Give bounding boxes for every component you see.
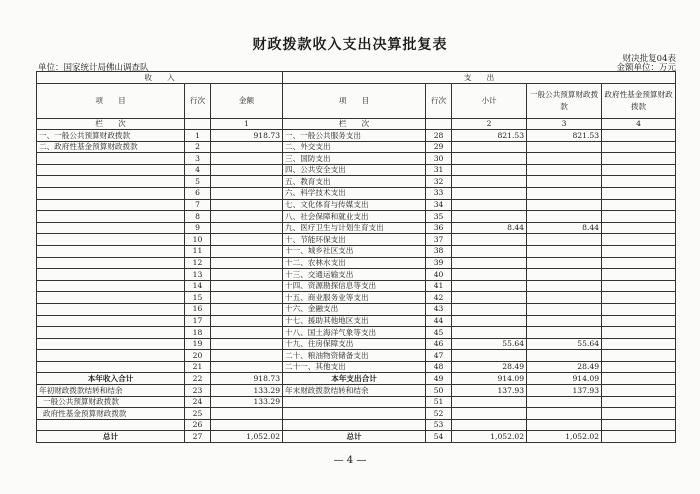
income-item-cell: 一、一般公共预算财政拨款 xyxy=(37,130,185,142)
expense-line-cell: 31 xyxy=(426,164,452,176)
general-budget-cell: 55.64 xyxy=(527,338,602,350)
income-amount-cell xyxy=(211,292,283,304)
column-index-3: 3 xyxy=(527,119,602,130)
income-amount-cell xyxy=(211,164,283,176)
subtotal-cell xyxy=(452,408,527,420)
income-line-cell: 10 xyxy=(185,234,211,246)
income-amount-cell xyxy=(211,257,283,269)
general-budget-cell xyxy=(527,245,602,257)
table-row xyxy=(37,396,676,408)
table-row xyxy=(37,130,676,142)
expense-line-cell: 43 xyxy=(426,303,452,315)
gov-fund-cell xyxy=(602,130,676,142)
income-amount-cell xyxy=(211,269,283,281)
income-item-cell xyxy=(37,361,185,373)
gov-fund-cell xyxy=(602,257,676,269)
table-row xyxy=(37,385,676,397)
income-item-cell xyxy=(37,187,185,199)
expense-item-cell: 四、公共安全支出 xyxy=(283,164,426,176)
table-row xyxy=(37,199,676,211)
subtotal-cell xyxy=(452,245,527,257)
gov-fund-cell xyxy=(602,176,676,188)
expense-item-cell: 二十、粮油物资储备支出 xyxy=(283,350,426,362)
expense-line-cell: 44 xyxy=(426,315,452,327)
income-item-cell xyxy=(37,211,185,223)
subtotal-cell xyxy=(452,234,527,246)
gov-fund-cell xyxy=(602,199,676,211)
income-line-cell: 24 xyxy=(185,396,211,408)
general-budget-cell xyxy=(527,234,602,246)
income-line-cell: 6 xyxy=(185,187,211,199)
general-budget-cell: 8.44 xyxy=(527,222,602,234)
income-amount-cell xyxy=(211,338,283,350)
expense-line-cell: 38 xyxy=(426,245,452,257)
unit-name: 单位：国家统计局佛山调查队 xyxy=(38,63,149,73)
income-line-cell: 12 xyxy=(185,257,211,269)
expense-line-cell: 45 xyxy=(426,327,452,339)
general-budget-cell xyxy=(527,280,602,292)
expense-header: 支 出 xyxy=(283,72,676,84)
income-amount-cell xyxy=(211,199,283,211)
gov-fund-cell xyxy=(602,164,676,176)
expense-line-header: 行次 xyxy=(426,84,452,119)
income-amount-cell xyxy=(211,303,283,315)
subtotal-cell: 914.09 xyxy=(452,373,527,385)
gov-fund-cell xyxy=(602,269,676,281)
income-amount-cell xyxy=(211,176,283,188)
income-item-cell xyxy=(37,164,185,176)
expense-line-cell: 51 xyxy=(426,396,452,408)
income-line-header: 行次 xyxy=(185,84,211,119)
general-budget-cell xyxy=(527,292,602,304)
gov-fund-cell xyxy=(602,303,676,315)
table-row xyxy=(37,338,676,350)
subtotal-cell xyxy=(452,292,527,304)
subtotal-header: 小计 xyxy=(452,84,527,119)
expense-line-cell: 50 xyxy=(426,385,452,397)
expense-line-cell: 40 xyxy=(426,269,452,281)
table-row xyxy=(37,280,676,292)
subtotal-cell xyxy=(452,327,527,339)
income-line-cell: 16 xyxy=(185,303,211,315)
expense-item-cell: 本年支出合计 xyxy=(283,373,426,385)
table-row xyxy=(37,257,676,269)
income-amount-cell: 1,052.02 xyxy=(211,431,283,443)
income-amount-header: 金额 xyxy=(211,84,283,119)
expense-item-cell xyxy=(283,419,426,431)
table-row xyxy=(37,292,676,304)
income-item-cell xyxy=(37,199,185,211)
income-item-cell: 年初财政拨款结转和结余 xyxy=(37,385,185,397)
general-budget-cell xyxy=(527,187,602,199)
expense-item-cell: 九、医疗卫生与计划生育支出 xyxy=(283,222,426,234)
gov-fund-cell xyxy=(602,141,676,153)
expense-item-cell: 十四、资源勘探信息等支出 xyxy=(283,280,426,292)
gov-fund-cell xyxy=(602,187,676,199)
expense-item-cell: 六、科学技术支出 xyxy=(283,187,426,199)
table-row xyxy=(37,361,676,373)
gov-fund-cell xyxy=(602,292,676,304)
subtotal-cell: 137.93 xyxy=(452,385,527,397)
table-row xyxy=(37,187,676,199)
table-row xyxy=(37,245,676,257)
gov-fund-cell xyxy=(602,234,676,246)
income-amount-cell xyxy=(211,245,283,257)
subtotal-cell xyxy=(452,199,527,211)
income-amount-cell xyxy=(211,280,283,292)
income-item-cell xyxy=(37,245,185,257)
page-title: 财政拨款收入支出决算批复表 xyxy=(252,37,448,53)
subtotal-cell xyxy=(452,269,527,281)
table-row xyxy=(37,176,676,188)
income-column-blank xyxy=(185,119,211,130)
expense-line-cell: 39 xyxy=(426,257,452,269)
income-amount-cell: 133.29 xyxy=(211,396,283,408)
income-line-cell: 25 xyxy=(185,408,211,420)
expense-item-cell: 十六、金融支出 xyxy=(283,303,426,315)
general-budget-cell: 821.53 xyxy=(527,130,602,142)
expense-item-cell: 十一、城乡社区支出 xyxy=(283,245,426,257)
income-line-cell: 8 xyxy=(185,211,211,223)
gov-fund-cell xyxy=(602,338,676,350)
income-item-cell xyxy=(37,269,185,281)
general-budget-cell: 28.49 xyxy=(527,361,602,373)
income-amount-cell xyxy=(211,408,283,420)
general-budget-cell xyxy=(527,396,602,408)
table-row xyxy=(37,141,676,153)
income-line-cell: 21 xyxy=(185,361,211,373)
table-row xyxy=(37,419,676,431)
subtotal-cell: 55.64 xyxy=(452,338,527,350)
gov-fund-cell xyxy=(602,327,676,339)
income-item-cell xyxy=(37,292,185,304)
income-item-cell xyxy=(37,303,185,315)
gov-fund-cell xyxy=(602,385,676,397)
subtotal-cell xyxy=(452,303,527,315)
general-budget-cell: 914.09 xyxy=(527,373,602,385)
subtotal-cell xyxy=(452,350,527,362)
income-amount-cell xyxy=(211,234,283,246)
income-line-cell: 19 xyxy=(185,338,211,350)
income-line-cell: 26 xyxy=(185,419,211,431)
expense-line-cell: 41 xyxy=(426,280,452,292)
expense-item-cell: 五、教育支出 xyxy=(283,176,426,188)
gov-fund-cell xyxy=(602,431,676,443)
income-line-cell: 9 xyxy=(185,222,211,234)
gov-fund-cell xyxy=(602,211,676,223)
expense-item-cell: 十五、商业服务业等支出 xyxy=(283,292,426,304)
gov-fund-cell xyxy=(602,350,676,362)
expense-line-cell: 49 xyxy=(426,373,452,385)
income-line-cell: 1 xyxy=(185,130,211,142)
subtotal-cell xyxy=(452,176,527,188)
income-amount-cell xyxy=(211,222,283,234)
income-item-cell xyxy=(37,234,185,246)
income-item-cell: 一般公共预算财政拨款 xyxy=(37,396,185,408)
table-row xyxy=(37,164,676,176)
expense-item-cell: 八、社会保障和就业支出 xyxy=(283,211,426,223)
expense-line-cell: 34 xyxy=(426,199,452,211)
expense-item-cell: 总计 xyxy=(283,431,426,443)
income-amount-cell: 918.73 xyxy=(211,373,283,385)
amount-unit: 金额单位：万元 xyxy=(616,63,676,73)
expense-item-cell: 年末财政拨款结转和结余 xyxy=(283,385,426,397)
expense-item-cell: 十、节能环保支出 xyxy=(283,234,426,246)
table-row xyxy=(37,153,676,165)
general-budget-cell xyxy=(527,176,602,188)
income-line-cell: 5 xyxy=(185,176,211,188)
table-row xyxy=(37,234,676,246)
expense-item-cell: 三、国防支出 xyxy=(283,153,426,165)
income-amount-cell xyxy=(211,327,283,339)
expense-item-cell: 二十一、其他支出 xyxy=(283,361,426,373)
income-amount-cell xyxy=(211,187,283,199)
general-budget-cell: 1,052.02 xyxy=(527,431,602,443)
income-amount-cell xyxy=(211,361,283,373)
income-line-cell: 22 xyxy=(185,373,211,385)
general-budget-cell xyxy=(527,164,602,176)
column-index-1: 1 xyxy=(211,119,283,130)
expense-line-cell: 35 xyxy=(426,211,452,223)
subtotal-cell xyxy=(452,141,527,153)
table-row xyxy=(37,303,676,315)
expense-line-cell: 30 xyxy=(426,153,452,165)
general-budget-cell xyxy=(527,303,602,315)
subtotal-cell xyxy=(452,419,527,431)
subtotal-cell: 28.49 xyxy=(452,361,527,373)
table-row xyxy=(37,222,676,234)
income-line-cell: 20 xyxy=(185,350,211,362)
table-row xyxy=(37,211,676,223)
expense-line-cell: 36 xyxy=(426,222,452,234)
expense-line-cell: 47 xyxy=(426,350,452,362)
general-budget-cell: 137.93 xyxy=(527,385,602,397)
general-budget-cell xyxy=(527,419,602,431)
table-row xyxy=(37,269,676,281)
gov-fund-cell xyxy=(602,408,676,420)
expense-line-cell: 33 xyxy=(426,187,452,199)
expense-item-cell: 十三、交通运输支出 xyxy=(283,269,426,281)
expense-item-cell: 二、外交支出 xyxy=(283,141,426,153)
gov-fund-cell xyxy=(602,280,676,292)
income-item-cell xyxy=(37,222,185,234)
expense-item-cell: 十八、国土海洋气象等支出 xyxy=(283,327,426,339)
income-amount-cell xyxy=(211,141,283,153)
income-item-cell xyxy=(37,350,185,362)
income-amount-cell: 918.73 xyxy=(211,130,283,142)
expense-item-cell xyxy=(283,408,426,420)
table-row xyxy=(37,350,676,362)
subtotal-cell xyxy=(452,164,527,176)
expense-line-cell: 52 xyxy=(426,408,452,420)
general-budget-cell xyxy=(527,211,602,223)
general-budget-cell xyxy=(527,199,602,211)
table-row xyxy=(37,408,676,420)
subtotal-cell xyxy=(452,396,527,408)
general-budget-cell xyxy=(527,408,602,420)
income-column-label: 栏 次 xyxy=(37,119,185,130)
income-line-cell: 2 xyxy=(185,141,211,153)
expense-line-cell: 32 xyxy=(426,176,452,188)
expense-item-cell: 十九、住房保障支出 xyxy=(283,338,426,350)
gov-fund-cell xyxy=(602,419,676,431)
income-item-cell: 政府性基金预算财政拨款 xyxy=(37,408,185,420)
income-item-cell xyxy=(37,153,185,165)
income-item-header: 项 目 xyxy=(37,84,185,119)
subtotal-cell xyxy=(452,187,527,199)
page-number: — 4 — xyxy=(333,455,367,466)
subtotal-cell xyxy=(452,153,527,165)
expense-item-header: 项 目 xyxy=(283,84,426,119)
income-line-cell: 27 xyxy=(185,431,211,443)
income-line-cell: 13 xyxy=(185,269,211,281)
gov-fund-cell xyxy=(602,396,676,408)
income-amount-cell xyxy=(211,315,283,327)
expense-item-cell: 十七、援助其他地区支出 xyxy=(283,315,426,327)
general-budget-cell xyxy=(527,315,602,327)
general-budget-cell xyxy=(527,257,602,269)
subtotal-cell xyxy=(452,257,527,269)
subtotal-cell: 1,052.02 xyxy=(452,431,527,443)
income-amount-cell xyxy=(211,211,283,223)
general-budget-cell xyxy=(527,153,602,165)
income-line-cell: 4 xyxy=(185,164,211,176)
income-item-cell: 总计 xyxy=(37,431,185,443)
table-row xyxy=(37,315,676,327)
income-item-cell xyxy=(37,338,185,350)
income-item-cell: 二、政府性基金预算财政拨款 xyxy=(37,141,185,153)
subtotal-cell xyxy=(452,315,527,327)
expense-line-cell: 42 xyxy=(426,292,452,304)
income-item-cell xyxy=(37,280,185,292)
expense-item-cell: 七、文化体育与传媒支出 xyxy=(283,199,426,211)
table-row xyxy=(37,327,676,339)
income-item-cell xyxy=(37,327,185,339)
gov-fund-cell xyxy=(602,222,676,234)
income-line-cell: 11 xyxy=(185,245,211,257)
expense-item-cell xyxy=(283,396,426,408)
form-code: 财决批复04表 xyxy=(622,54,676,64)
column-index-4: 4 xyxy=(602,119,676,130)
header-row-columns xyxy=(37,84,676,119)
income-item-cell xyxy=(37,315,185,327)
header-row-column-index xyxy=(37,119,676,130)
income-amount-cell xyxy=(211,153,283,165)
expense-line-cell: 28 xyxy=(426,130,452,142)
income-item-cell xyxy=(37,176,185,188)
expense-line-cell: 29 xyxy=(426,141,452,153)
column-index-2: 2 xyxy=(452,119,527,130)
income-line-cell: 18 xyxy=(185,327,211,339)
general-budget-header: 一般公共预算财政拨款 xyxy=(527,84,602,119)
gov-fund-cell xyxy=(602,245,676,257)
general-budget-cell xyxy=(527,350,602,362)
gov-fund-cell xyxy=(602,373,676,385)
income-header: 收 入 xyxy=(37,72,283,84)
income-line-cell: 14 xyxy=(185,280,211,292)
subtotal-cell: 821.53 xyxy=(452,130,527,142)
income-item-cell xyxy=(37,419,185,431)
income-line-cell: 23 xyxy=(185,385,211,397)
general-budget-cell xyxy=(527,327,602,339)
income-amount-cell xyxy=(211,419,283,431)
expense-item-cell: 十二、农林水支出 xyxy=(283,257,426,269)
budget-table xyxy=(36,71,676,443)
expense-line-cell: 54 xyxy=(426,431,452,443)
income-item-cell xyxy=(37,257,185,269)
gov-fund-cell xyxy=(602,315,676,327)
subtotal-cell xyxy=(452,280,527,292)
expense-line-cell: 48 xyxy=(426,361,452,373)
expense-column-blank xyxy=(426,119,452,130)
income-line-cell: 7 xyxy=(185,199,211,211)
subtotal-cell xyxy=(452,211,527,223)
gov-fund-header: 政府性基金预算财政拨款 xyxy=(602,84,676,119)
income-line-cell: 17 xyxy=(185,315,211,327)
gov-fund-cell xyxy=(602,361,676,373)
income-line-cell: 3 xyxy=(185,153,211,165)
expense-line-cell: 46 xyxy=(426,338,452,350)
expense-item-cell: 一、一般公共服务支出 xyxy=(283,130,426,142)
subtotal-cell: 8.44 xyxy=(452,222,527,234)
general-budget-cell xyxy=(527,269,602,281)
gov-fund-cell xyxy=(602,153,676,165)
income-amount-cell: 133.29 xyxy=(211,385,283,397)
expense-column-label: 栏 次 xyxy=(283,119,426,130)
general-budget-cell xyxy=(527,141,602,153)
header-row-sections xyxy=(37,72,676,84)
income-item-cell: 本年收入合计 xyxy=(37,373,185,385)
expense-line-cell: 37 xyxy=(426,234,452,246)
table-row xyxy=(37,373,676,385)
table-row xyxy=(37,431,676,443)
income-amount-cell xyxy=(211,350,283,362)
income-line-cell: 15 xyxy=(185,292,211,304)
expense-line-cell: 53 xyxy=(426,419,452,431)
